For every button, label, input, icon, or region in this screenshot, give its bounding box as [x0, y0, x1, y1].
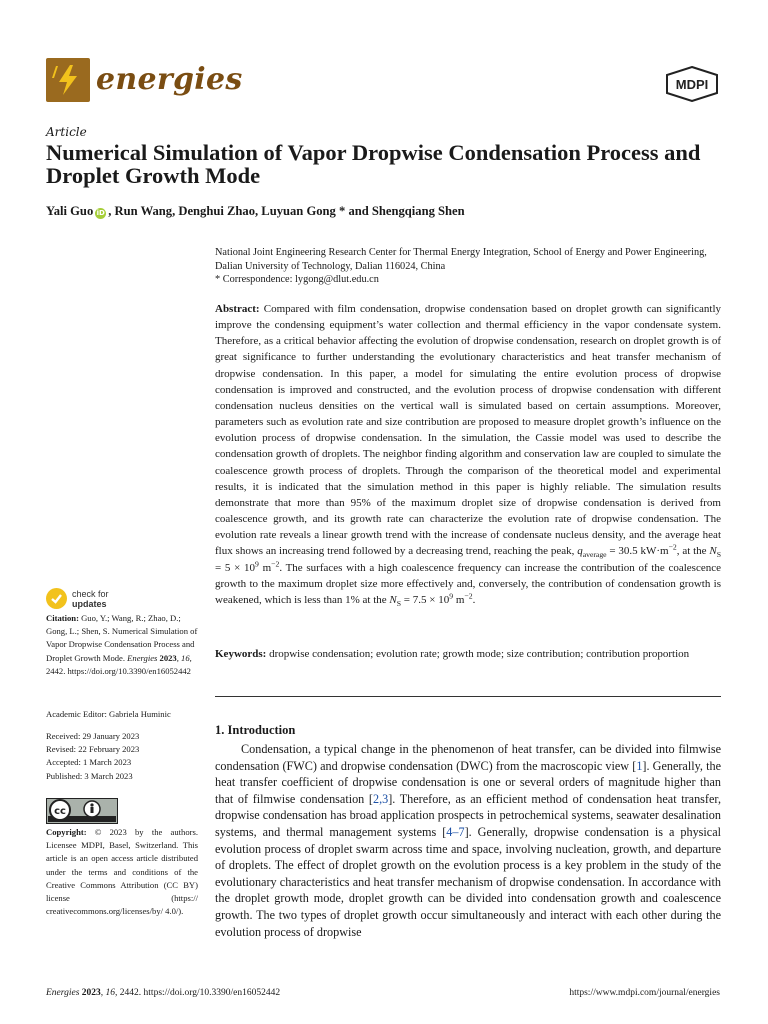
date-accepted: Accepted: 1 March 2023	[46, 757, 132, 768]
check-for-updates-button[interactable]	[46, 588, 166, 610]
cc-by-license-icon[interactable]	[46, 798, 118, 824]
article-title: Numerical Simulation of Vapor Dropwise Condensation Process and Droplet Growth Mode	[46, 140, 701, 188]
academic-editor: Academic Editor: Gabriela Huminic	[46, 709, 171, 719]
svg-text:cc: cc	[54, 806, 66, 817]
journal-logo-icon	[46, 58, 90, 102]
date-received: Received: 29 January 2023	[46, 731, 140, 741]
doi-link[interactable]: , 2442. https://doi.org/10.3390/en16052442	[46, 652, 192, 676]
author-list	[46, 204, 465, 219]
footer-citation: Energies 2023, 16, 2442. https://doi.org/10.3390/en16052442	[46, 988, 281, 998]
citation-link[interactable]: 2,3	[372, 791, 389, 806]
abstract-label: Abstract:	[215, 303, 260, 315]
dates-block	[46, 730, 198, 783]
copyright-notice: Copyright: © 2023 by the authors. Licensee MDPI, Basel, Switzerland. This article is an open access article distributed under the terms and conditions of the Creative Commons Attribution (CC BY) license (https:// creativecommons.org/licenses/by/ 4.0/).	[46, 827, 198, 917]
journal-name: energies	[96, 62, 243, 97]
date-published: Published: 3 March 2023	[46, 770, 133, 781]
check-updates-icon	[46, 588, 67, 609]
section-title-introduction: 1. Introduction	[215, 723, 296, 737]
orcid-icon[interactable]: iD	[96, 209, 105, 217]
author-first[interactable]: Yali Guo	[46, 204, 94, 218]
correspondence: * Correspondence: lygong@dlut.edu.cn	[215, 274, 379, 285]
citation-block: Citation: Guo, Y.; Wang, R.; Zhao, D.; Gong, L.; Shen, S. Numerical Simulation of Vapor Dropwise Condensation Process and Droplet Growth Mode. Energies 2023, 16, 2442. https://doi.org/10.3390/en16052442	[46, 613, 198, 676]
svg-text:MDPI: MDPI	[675, 77, 709, 92]
footer-journal-url[interactable]: https://www.mdpi.com/journal/energies	[569, 988, 720, 998]
keywords: Keywords: dropwise condensation; evolution rate; growth mode; size contribution; contribution proportion	[215, 648, 690, 660]
check-updates-label: check for updates	[72, 589, 109, 609]
section-divider	[215, 696, 721, 697]
date-revised: Revised: 22 February 2023	[46, 744, 140, 755]
keywords-label: Keywords:	[215, 648, 267, 660]
footer-doi-link[interactable]: , 2442. https://doi.org/10.3390/en16052442	[115, 988, 281, 998]
affiliation-1: National Joint Engineering Research Center for Thermal Energy Integration, School of Energy and Power Engineering, Dalian University of Technology, Dalian 116024, China	[215, 247, 707, 272]
citation-link[interactable]: 4–7	[446, 824, 465, 839]
abstract: Abstract: Compared with film condensation, dropwise condensation based on droplet growth can significantly improve the condensing equipment’s water collection and thermal efficiency in the vapor condensate system. Therefore, as a critical behavior affecting the evolution of dropwise condensation, research on droplet growth is of great significance to further understanding the evolutionary characteristics and heat transfer mechanism of dropwise condensation. In this paper, a model for simulating the entire evolution process of dropwise condensation is improved and constructed, and the evolution process of dropwise condensation with different condensation nucleus densities on the vertical wall is simulated based on certain assumptions. Moreover, parameters such as evolution rate and size contribution are proposed to measure droplet growth’s influence on the evolution process of dropwise condensation. In the simulation, the Cassie model was used to describe the condensation growth of droplets. The neighbor finding algorithm and conservation law are coupled to simulate the coalescence growth process of droplets. Through the comparison of the theoretical model and experimental results, it is indicated that the simulation method in this paper is highly reliable. The simulation results demonstrate that more than 95% of the maximum droplet size of dropwise condensation is derived from coalescence growth, and its growth rate can characterize the evolution rate of dropwise condensation. The evolution rate reveals a linear growth trend with the increase of condensate nucleus density, and the average heat flux shows an increasing trend followed by a decreasing trend, reaching the peak, $q_{average} = 30.5$ $kW\cdot m^{-2}$, at the $N_S = 5 \times 10^9$ $m^{-2}$. The surfaces with a high coalescence frequency can increase the contribution of the coalescence growth to the maximum droplet size more effectively and, conversely, the contribution of condensation growth is weakened, which is less than 1% at the $N_S = 7.5 \times 10^9$ $m^{-2}$.	[215, 303, 721, 608]
introduction-paragraph: Condensation, a typical change in the phenomenon of heat transfer, can be divided into filmwise condensation (FWC) and dropwise condensation (DWC) from the macroscopic view [1]. Generally, the heat transfer coefficient of dropwise condensation is one or several orders of magnitude higher than that of filmwise condensation [2,3]. Therefore, as an efficient method of condensation heat transfer, dropwise condensation has broad application prospects in petrochemical systems, seawater desalination systems, and thermal management systems [4–7]. Generally, dropwise condensation is a physical evolution process of droplet swarm across time and space, involving nucleation, growth, and departure of droplets. The effect of droplet growth on the evolution process is a key problem in the study of the evolutionary characteristics and heat transfer mechanism of dropwise condensation. In accordance with the droplet growth mode, droplet growth can be divided into condensation growth and coalescence growth. The two types of droplet growth occur simultaneously and interact with each other during the evolution process of dropwise	[215, 742, 722, 939]
author-rest: , Run Wang, Denghui Zhao, Luyuan Gong * and Shengqiang Shen	[108, 204, 465, 218]
lightning-bolt-icon	[46, 58, 90, 102]
article-type: Article	[46, 125, 87, 139]
mdpi-logo-icon	[664, 66, 720, 102]
citation-link[interactable]: 1	[636, 758, 643, 773]
affiliations	[215, 246, 725, 287]
